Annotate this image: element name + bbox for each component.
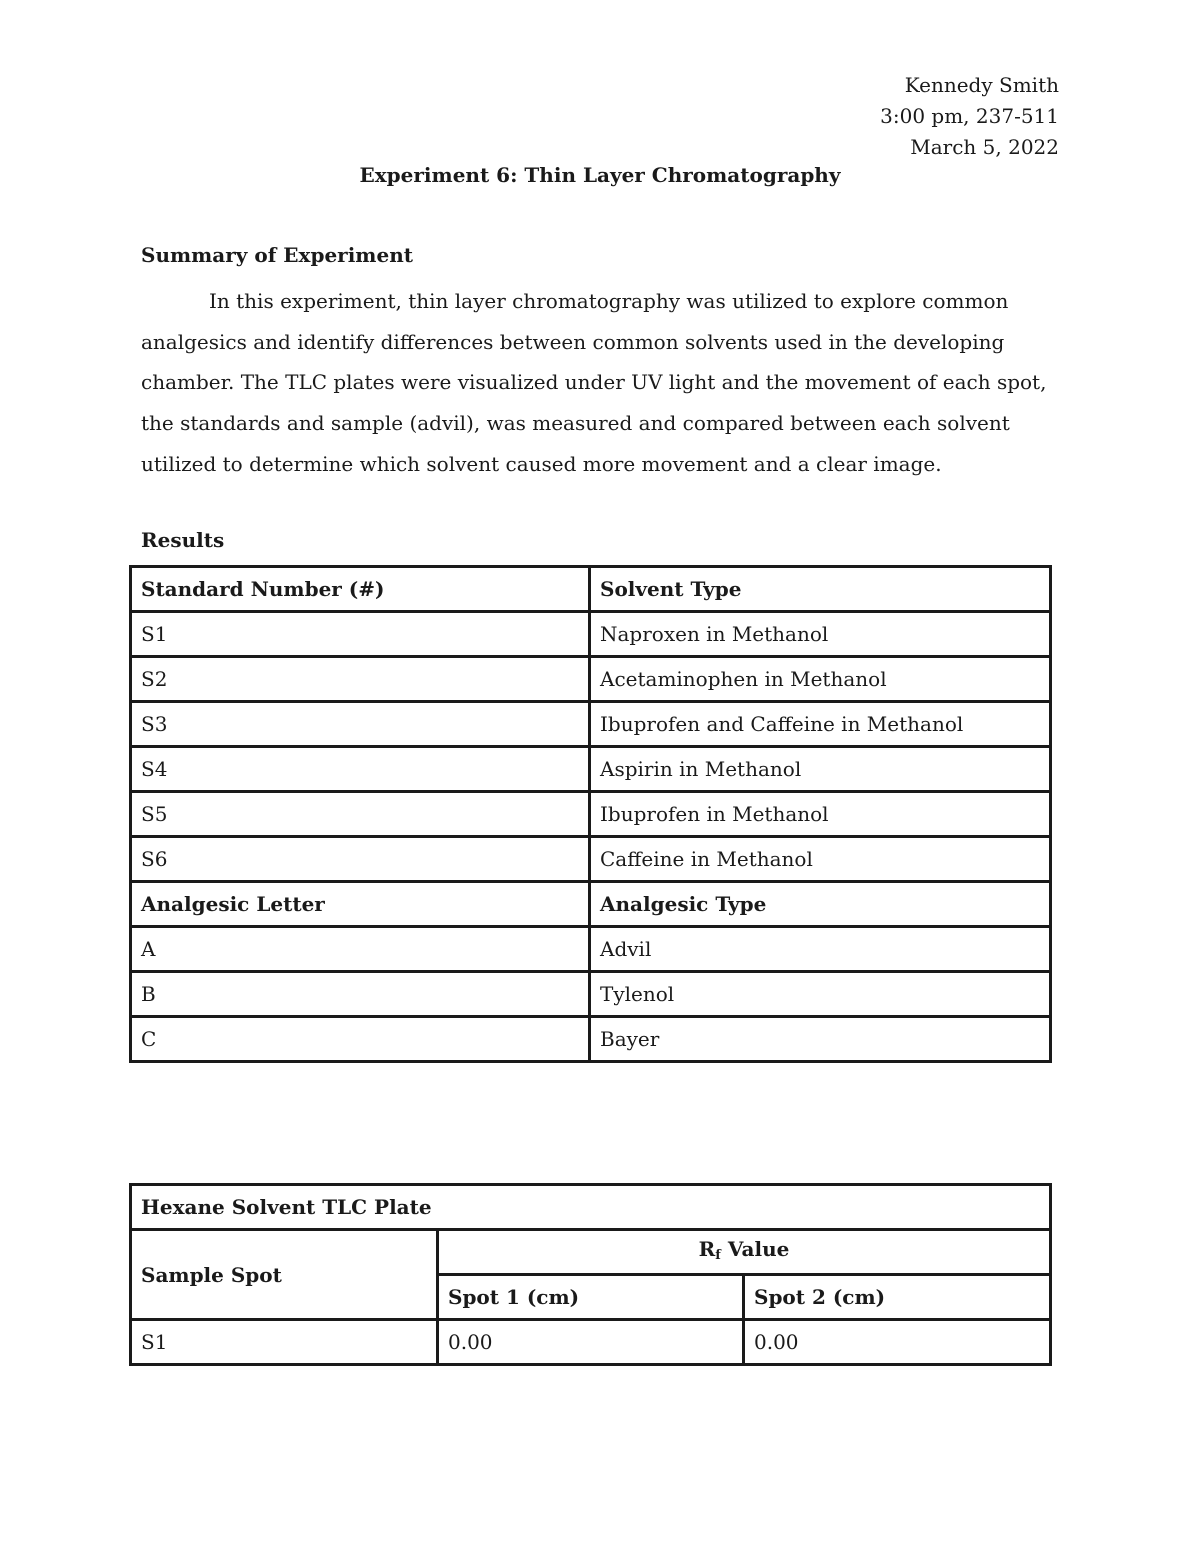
table-header-cell: Analgesic Type <box>590 882 1051 927</box>
table-cell: Naproxen in Methanol <box>590 612 1051 657</box>
table-cell: A <box>131 927 590 972</box>
table-header-row <box>131 882 1051 927</box>
sample-spot-header: Sample Spot <box>131 1230 438 1320</box>
results-heading: Results <box>141 528 225 552</box>
rf-label-text: Value <box>720 1236 790 1261</box>
table-cell: Advil <box>590 927 1051 972</box>
table-cell: C <box>131 1017 590 1062</box>
table-cell: Ibuprofen and Caffeine in Methanol <box>590 702 1051 747</box>
table-header-cell: Solvent Type <box>590 567 1051 612</box>
table-cell: Tylenol <box>590 972 1051 1017</box>
table-title-row <box>131 1185 1051 1230</box>
rf-value-header <box>438 1230 1051 1275</box>
rf-subscript: f <box>715 1247 721 1263</box>
table-header-row <box>131 567 1051 612</box>
table-row <box>131 612 1051 657</box>
standards-table <box>129 565 1052 1063</box>
rf-symbol: R <box>698 1236 716 1261</box>
class-section: 3:00 pm, 237-511 <box>880 104 1059 128</box>
table-row <box>131 1017 1051 1062</box>
table-cell: Caffeine in Methanol <box>590 837 1051 882</box>
table-header-cell: Standard Number (#) <box>131 567 590 612</box>
table-cell: 0.00 <box>744 1320 1051 1365</box>
spot2-header: Spot 2 (cm) <box>744 1275 1051 1320</box>
table-header-cell: Analgesic Letter <box>131 882 590 927</box>
table-row <box>131 972 1051 1017</box>
table-row <box>131 927 1051 972</box>
table-cell: S5 <box>131 792 590 837</box>
report-date: March 5, 2022 <box>910 135 1059 159</box>
table-title-cell: Hexane Solvent TLC Plate <box>131 1185 1051 1230</box>
author-header <box>880 70 1059 163</box>
table-row <box>131 702 1051 747</box>
table-cell: S4 <box>131 747 590 792</box>
table-header-row <box>131 1230 1051 1275</box>
table-row <box>131 747 1051 792</box>
table-cell: Acetaminophen in Methanol <box>590 657 1051 702</box>
table-cell: Aspirin in Methanol <box>590 747 1051 792</box>
table-row <box>131 657 1051 702</box>
spot1-header: Spot 1 (cm) <box>438 1275 744 1320</box>
table-cell: S6 <box>131 837 590 882</box>
table-row <box>131 792 1051 837</box>
table-row <box>131 837 1051 882</box>
summary-heading: Summary of Experiment <box>141 243 413 267</box>
table-cell: S3 <box>131 702 590 747</box>
document-title: Experiment 6: Thin Layer Chromatography <box>359 163 841 187</box>
table-cell: B <box>131 972 590 1017</box>
summary-paragraph: In this experiment, thin layer chromatography was utilized to explore common analgesics and identify differences between common solvents used in the developing chamber. The TLC plates were visualized under UV light and the movement of each spot, the standards and sample (advil), was measured and compared between each solvent utilized to determine which solvent caused more movement and a clear image. <box>141 289 1047 476</box>
hexane-tlc-table <box>129 1183 1052 1366</box>
table-cell: S1 <box>131 1320 438 1365</box>
table-cell: S1 <box>131 612 590 657</box>
table-cell: Ibuprofen in Methanol <box>590 792 1051 837</box>
table-cell: Bayer <box>590 1017 1051 1062</box>
author-name: Kennedy Smith <box>904 73 1059 97</box>
table-row <box>131 1320 1051 1365</box>
table-cell: S2 <box>131 657 590 702</box>
table-cell: 0.00 <box>438 1320 744 1365</box>
